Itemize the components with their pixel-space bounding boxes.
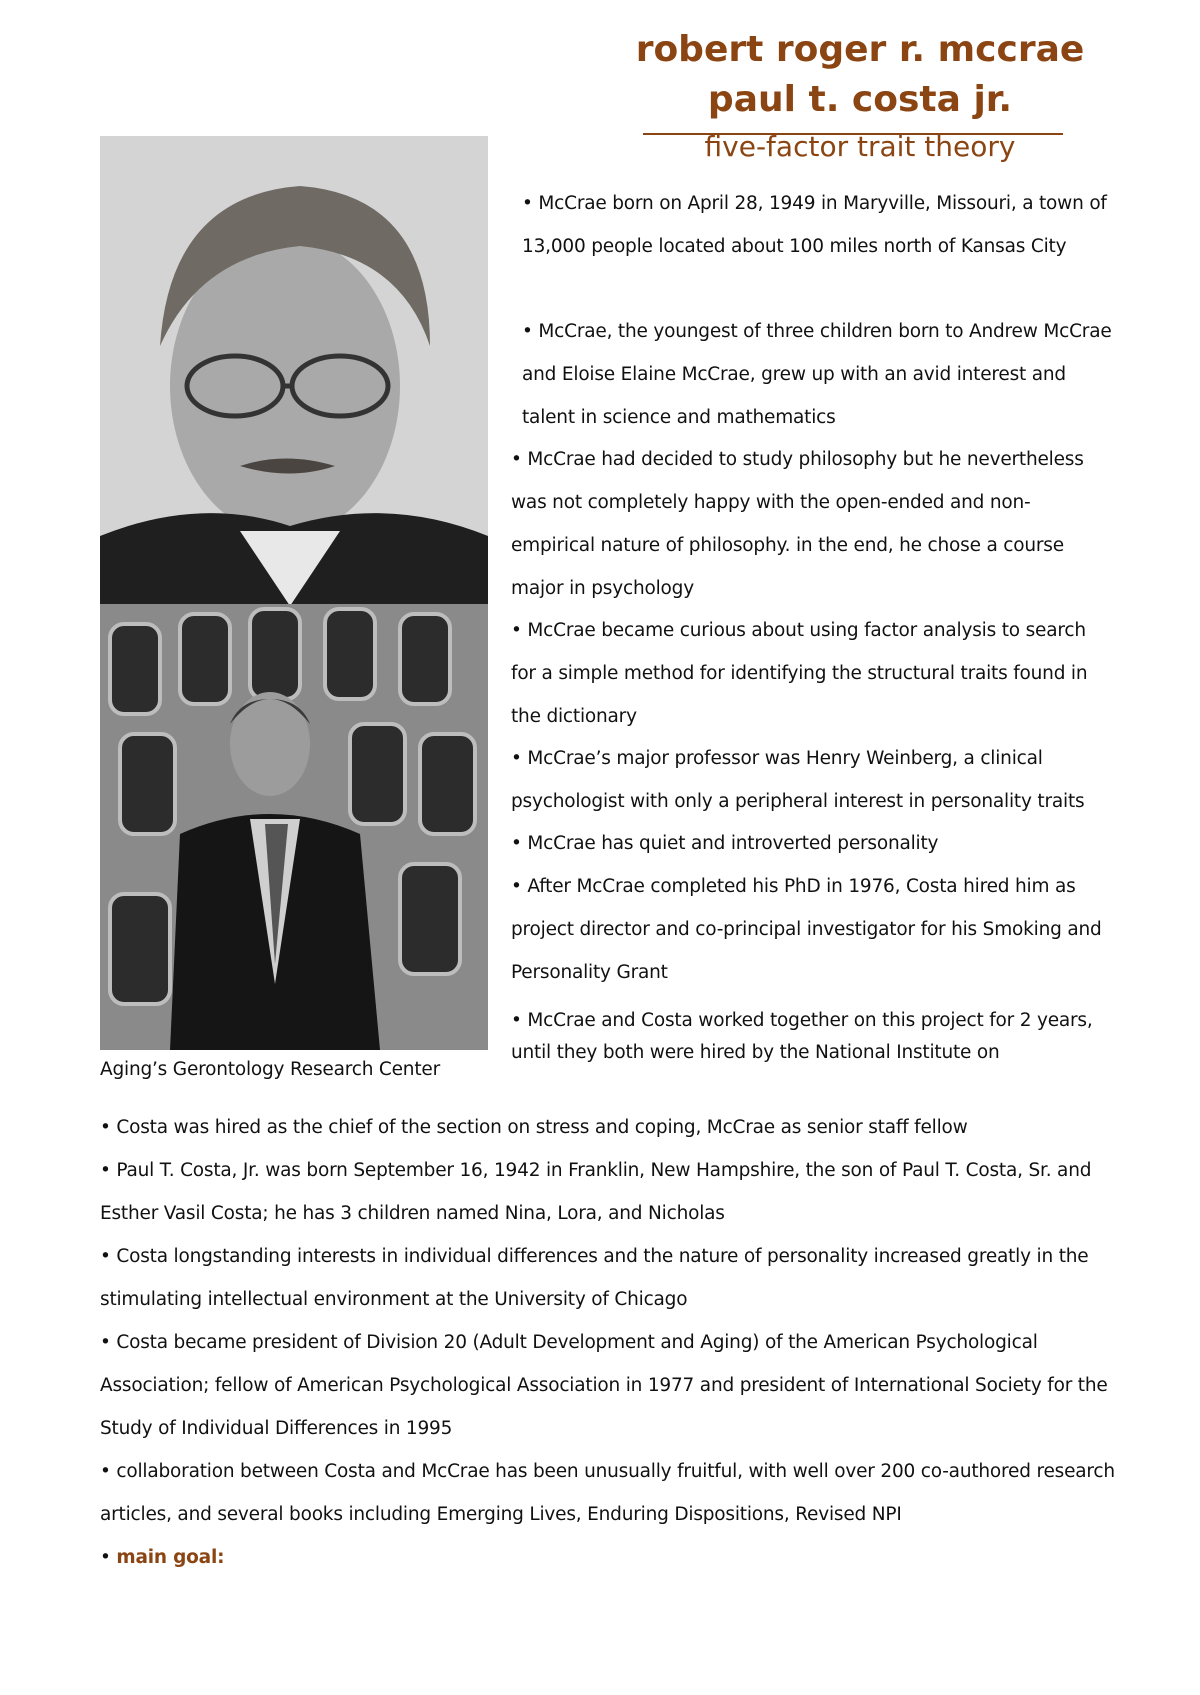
- paragraph-collaboration: • collaboration between Costa and McCrae has been unusually fruitful, with well over 200 co-authored research articles, and several books including Emerging Lives, Enduring Dispositions, Revised NPI: [100, 1461, 1115, 1525]
- paragraph-continuation: Aging’s Gerontology Research Center: [100, 1059, 440, 1080]
- paragraph-costa-birth: • Paul T. Costa, Jr. was born September 16, 1942 in Franklin, New Hampshire, the son of Paul T. Costa, Sr. and Esther Vasil Costa; he has 3 children named Nina, Lora, and Nicholas: [100, 1160, 1092, 1224]
- paragraph-hired: • Costa was hired as the chief of the section on stress and coping, McCrae as senior staff fellow: [100, 1117, 968, 1138]
- paragraph-phd: • After McCrae completed his PhD in 1976, Costa hired him as project director and co-principal investigator for his Smoking and Personality Grant: [511, 876, 1102, 983]
- title-line-1: robert roger r. mccrae: [635, 29, 1085, 70]
- portrait-costa-image: [100, 604, 488, 1050]
- paragraph-costa-president: • Costa became president of Division 20 (Adult Development and Aging) of the American Psychological Association; fellow of American Psychological Association in 1977 and president of International Society for the Study of Individual Differences in 1995: [100, 1332, 1108, 1439]
- subtitle: five-factor trait theory: [704, 130, 1016, 163]
- title-line-2: paul t. costa jr.: [707, 79, 1013, 120]
- main-goal-bullet: •: [100, 1547, 111, 1568]
- paragraph-professor: • McCrae’s major professor was Henry Weinberg, a clinical psychologist with only a peripheral interest in personality traits: [511, 748, 1085, 812]
- paragraph-personality: • McCrae has quiet and introverted personality: [511, 833, 939, 854]
- paragraph-factor-analysis: • McCrae became curious about using factor analysis to search for a simple method for identifying the structural traits found in the dictionary: [511, 620, 1088, 727]
- paragraph-costa-interests: • Costa longstanding interests in individual differences and the nature of personality increased greatly in the stimulating intellectual environment at the University of Chicago: [100, 1246, 1089, 1310]
- paragraph-philosophy: • McCrae had decided to study philosophy but he nevertheless was not completely happy with the open-ended and non-empirical nature of philosophy. in the end, he chose a course major in psychology: [511, 449, 1084, 599]
- paragraph-childhood: • McCrae, the youngest of three children born to Andrew McCrae and Eloise Elaine McCrae, grew up with an avid interest and talent in science and mathematics: [522, 321, 1112, 428]
- main-goal-line: [100, 1536, 1120, 1579]
- paragraph-birth: • McCrae born on April 28, 1949 in Maryville, Missouri, a town of 13,000 people located about 100 miles north of Kansas City: [522, 193, 1107, 257]
- portrait-mccrae-image: [100, 136, 488, 606]
- paragraph-project: • McCrae and Costa worked together on this project for 2 years, until they both were hired by the National Institute on: [511, 1010, 1093, 1063]
- main-goal-label: main goal:: [116, 1547, 225, 1568]
